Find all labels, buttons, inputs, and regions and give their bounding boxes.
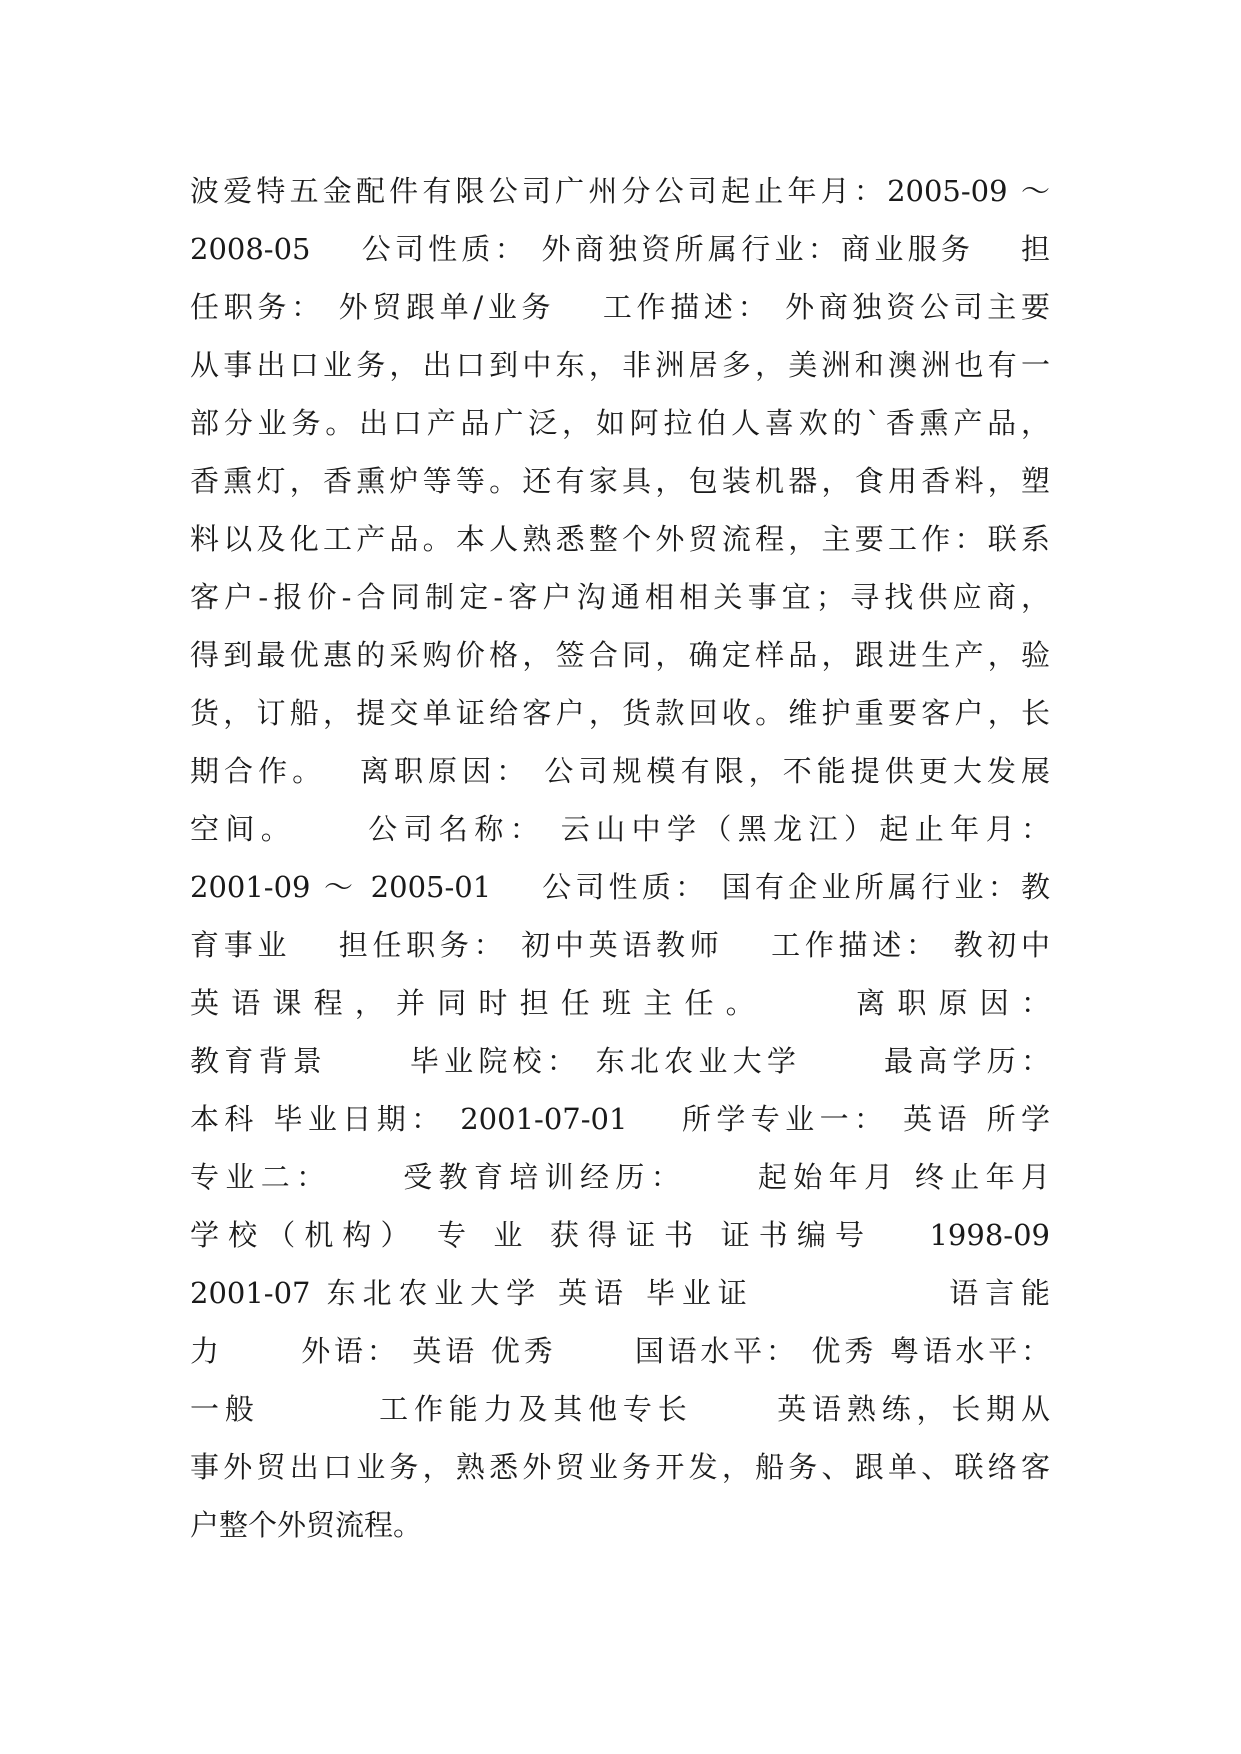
text-line: 客户-报价-合同制定-客户沟通相相关事宜；寻找供应商， [190,580,1050,614]
text-line: 户整个外贸流程。 [190,1508,423,1542]
text-line: 期合作。 离职原因： 公司规模有限，不能提供更大发展 [190,754,1050,788]
text-line: 事外贸出口业务，熟悉外贸业务开发，船务、跟单、联络客 [190,1450,1050,1484]
text-line: 育事业 担任职务： 初中英语教师 工作描述： 教初中 [190,928,1050,962]
text-line: 香熏灯，香熏炉等等。还有家具，包装机器，食用香料，塑 [190,464,1050,498]
text-line: 2001-07 东北农业大学 英语 毕业证 语言能 [190,1276,1050,1310]
text-line: 教育背景 毕业院校： 东北农业大学 最高学历： [190,1044,1050,1078]
text-line: 得到最优惠的采购价格，签合同，确定样品，跟进生产，验 [190,638,1050,672]
text-line: 货，订船，提交单证给客户，货款回收。维护重要客户，长 [190,696,1050,730]
text-line: 空间。 公司名称： 云山中学（黑龙江）起止年月： [190,812,1050,846]
text-line: 任职务： 外贸跟单/业务 工作描述： 外商独资公司主要 [190,290,1050,324]
text-line: 学校（机构） 专 业 获得证书 证书编号 1998-09 [190,1218,1050,1252]
resume-text-body [190,162,1050,1554]
text-line: 波爱特五金配件有限公司广州分公司起止年月：2005-09 ～ [190,174,1050,208]
text-line: 料以及化工产品。本人熟悉整个外贸流程，主要工作：联系 [190,522,1050,556]
text-line: 专业二： 受教育培训经历： 起始年月 终止年月 [190,1160,1050,1194]
text-line: 英语课程，并同时担任班主任。 离职原因： [190,986,1050,1020]
text-line: 2001-09 ～ 2005-01 公司性质： 国有企业所属行业：教 [190,870,1050,904]
text-line: 一般 工作能力及其他专长 英语熟练，长期从 [190,1392,1050,1426]
text-line: 2008-05 公司性质： 外商独资所属行业：商业服务 担 [190,232,1050,266]
text-line: 本科 毕业日期： 2001-07-01 所学专业一： 英语 所学 [190,1102,1050,1136]
text-line: 力 外语： 英语 优秀 国语水平： 优秀 粤语水平： [190,1334,1050,1368]
text-line: 从事出口业务，出口到中东，非洲居多，美洲和澳洲也有一 [190,348,1050,382]
text-line: 部分业务。出口产品广泛，如阿拉伯人喜欢的`香熏产品， [190,406,1050,440]
